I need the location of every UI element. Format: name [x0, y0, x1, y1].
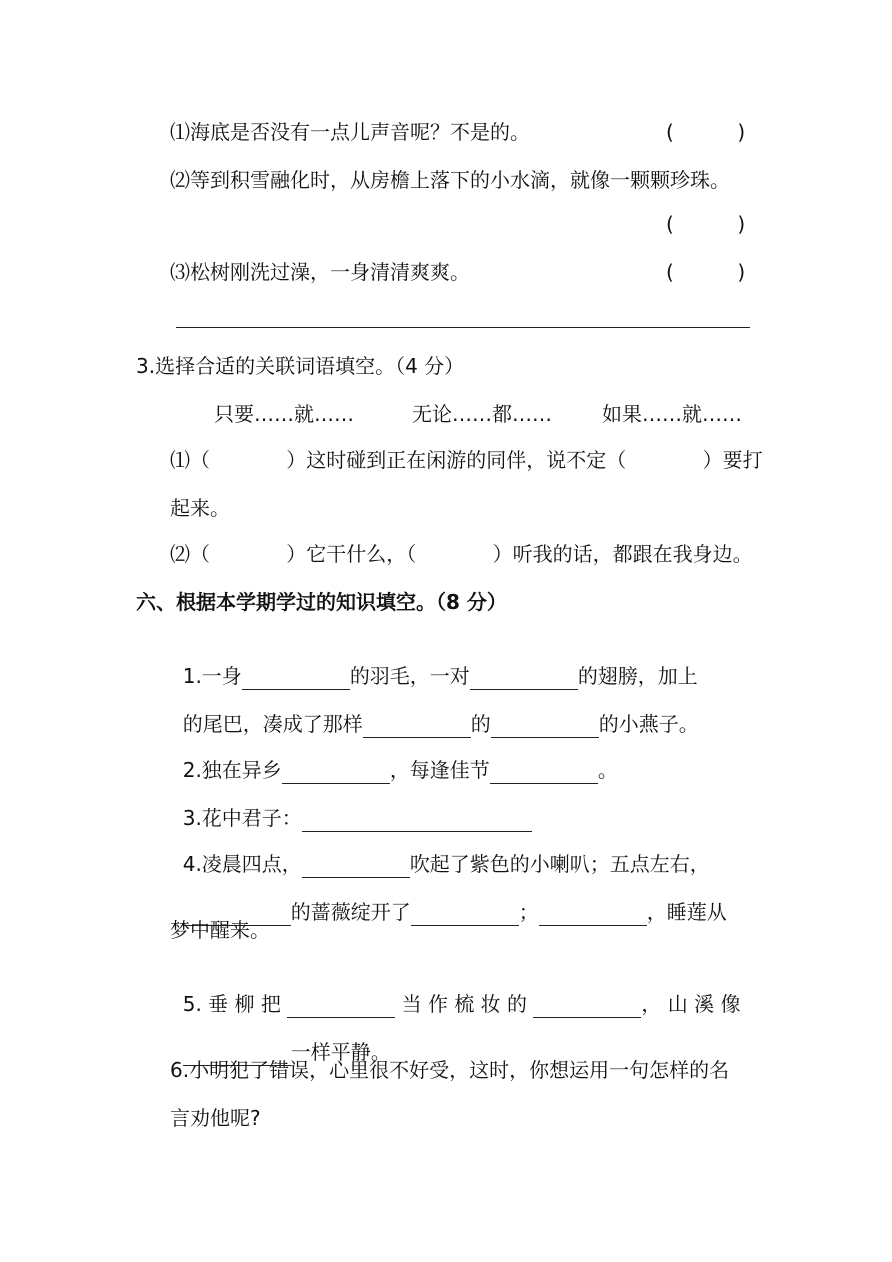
fill-blank[interactable]	[533, 995, 641, 1018]
fill-blank[interactable]	[539, 903, 647, 926]
text: 的	[470, 712, 491, 736]
text: 的小燕子。	[598, 712, 699, 736]
text: ， 山 溪 像	[641, 992, 741, 1016]
s6-q6-line-a: 6.小明犯了错误，心里很不好受，这时，你想运用一句怎样的名	[170, 1058, 730, 1082]
text: ，睡莲从	[646, 900, 727, 924]
q3-title: 3.选择合适的关联词语填空。（4 分）	[136, 354, 465, 378]
fill-blank[interactable]	[411, 903, 519, 926]
s6-q4-line-c: 梦中醒来。	[170, 918, 270, 942]
text: 的蔷薇绽开了	[290, 900, 411, 924]
text: 的羽毛，一对	[349, 664, 470, 688]
text: 5. 垂 柳 把	[182, 992, 281, 1016]
text: 3.花中君子：	[182, 806, 302, 830]
text: 4.凌晨四点，	[182, 852, 302, 876]
q3-option-2: 无论……都……	[412, 402, 552, 426]
q2-item-3: ⑶松树刚洗过澡，一身清清爽爽。	[170, 260, 470, 284]
s6-q6-line-b: 言劝他呢?	[170, 1106, 261, 1130]
q2-item-2: ⑵等到积雪融化时，从房檐上落下的小水滴，就像一颗颗珍珠。	[170, 168, 730, 192]
text: 一样平静。	[290, 1040, 391, 1064]
text: ；	[518, 900, 539, 924]
text: 1.一身	[182, 664, 242, 688]
text: 的翅膀，加上	[577, 664, 698, 688]
text: 。	[597, 758, 618, 782]
section-6-title: 六、根据本学期学过的知识填空。（8 分）	[136, 590, 507, 614]
q3-option-3: 如果……就……	[602, 402, 742, 426]
q2-item-1: ⑴海底是否没有一点儿声音呢？不是的。	[170, 120, 530, 144]
q3-option-1: 只要……就……	[214, 402, 354, 426]
text: 当 作 梳 妆 的	[401, 992, 528, 1016]
text: 吹起了紫色的小喇叭；五点左右，	[409, 852, 710, 876]
answer-line	[176, 327, 750, 328]
text: 的尾巴，凑成了那样	[182, 712, 363, 736]
q2-item-1-paren: ( )	[666, 120, 746, 144]
text: ，每逢佳节	[389, 758, 490, 782]
q3-item-2: ⑵（ ）它干什么，（ ）听我的话，都跟在我身边。	[170, 542, 753, 566]
q3-item-1b: 起来。	[170, 496, 230, 520]
q3-item-1a: ⑴（ ）这时碰到正在闲游的同伴，说不定（ ）要打	[170, 448, 763, 472]
q2-item-3-paren: ( )	[666, 260, 746, 284]
q2-item-2-paren: ( )	[666, 212, 746, 236]
text: 2.独在异乡	[182, 758, 282, 782]
